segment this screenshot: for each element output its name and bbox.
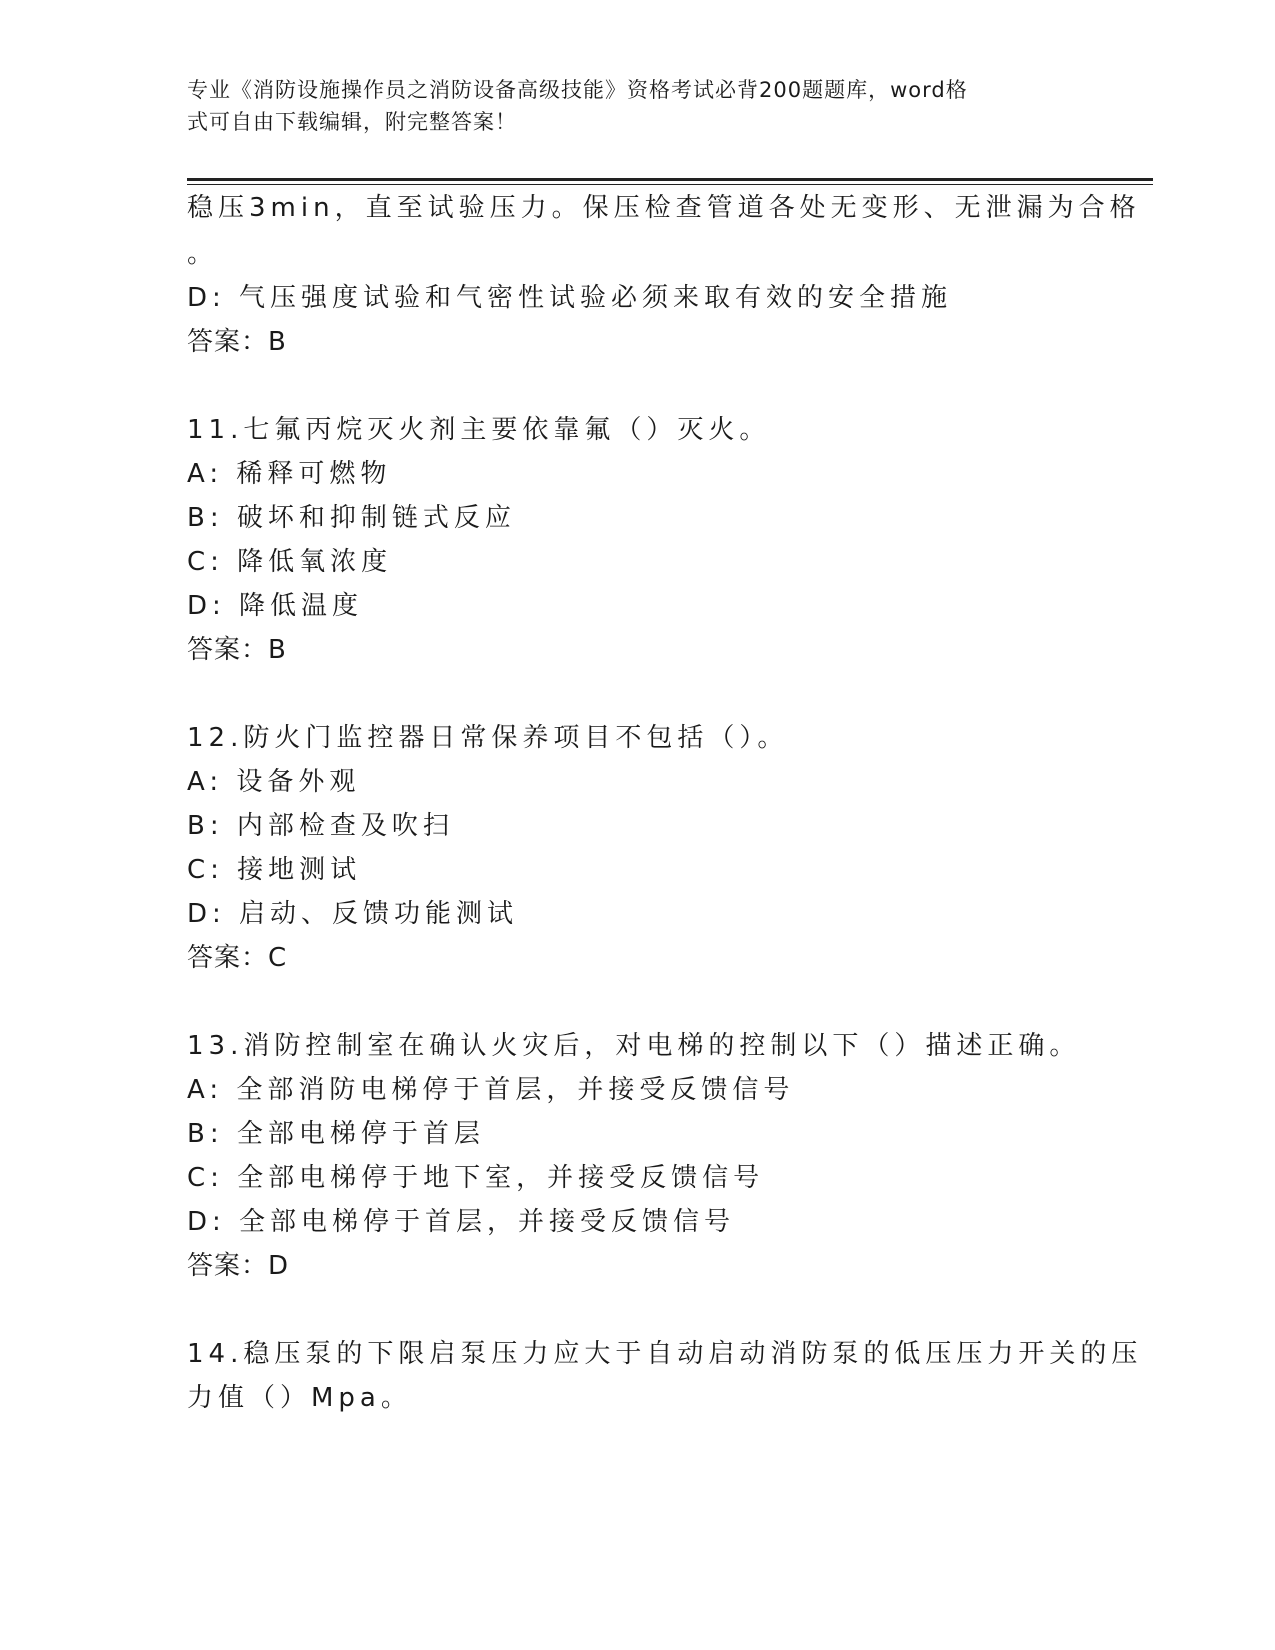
q14-stem-line-1: 14.稳压泵的下限启泵压力应大于自动启动消防泵的低压压力开关的压: [187, 1339, 1143, 1369]
q13-option-b: B: 全部电梯停于首层: [187, 1119, 485, 1149]
header-line-1: 专业《消防设施操作员之消防设备高级技能》资格考试必背200题题库，word格: [187, 78, 968, 102]
q13-answer: 答案：D: [187, 1251, 290, 1281]
q12-stem: 12.防火门监控器日常保养项目不包括（）。: [187, 723, 789, 753]
header-rule-thin: [187, 184, 1153, 185]
q13-option-c: C: 全部电梯停于地下室，并接受反馈信号: [187, 1163, 765, 1193]
q12-option-b: B: 内部检查及吹扫: [187, 811, 454, 841]
q13-option-d: D: 全部电梯停于首层，并接受反馈信号: [187, 1207, 736, 1237]
q11-option-d: D: 降低温度: [187, 591, 364, 621]
q12-option-d: D: 启动、反馈功能测试: [187, 899, 519, 929]
q13-option-a: A: 全部消防电梯停于首层，并接受反馈信号: [187, 1075, 795, 1105]
q12-answer: 答案：C: [187, 943, 288, 973]
prev-option-d: D: 气压强度试验和气密性试验必须来取有效的安全措施: [187, 283, 953, 313]
q14-stem-line-2: 力值（）Mpa。: [187, 1383, 412, 1413]
q12-option-a: A: 设备外观: [187, 767, 361, 797]
prev-continuation-line-1: 稳压3min，直至试验压力。保压检查管道各处无变形、无泄漏为合格: [187, 193, 1141, 223]
q12-option-c: C: 接地测试: [187, 855, 362, 885]
header-line-2: 式可自由下载编辑，附完整答案！: [187, 110, 517, 134]
q11-option-c: C: 降低氧浓度: [187, 547, 393, 577]
header-rule-thick: [187, 178, 1153, 181]
q11-option-a: A: 稀释可燃物: [187, 459, 392, 489]
document-header: [187, 74, 1067, 138]
q11-answer: 答案：B: [187, 635, 287, 665]
prev-answer: 答案：B: [187, 327, 287, 357]
q11-stem: 11.七氟丙烷灭火剂主要依靠氟（）灭火。: [187, 415, 771, 445]
q11-option-b: B: 破坏和抑制链式反应: [187, 503, 516, 533]
q13-stem: 13.消防控制室在确认火灾后，对电梯的控制以下（）描述正确。: [187, 1031, 1081, 1061]
prev-continuation-line-2: 。: [187, 239, 219, 269]
